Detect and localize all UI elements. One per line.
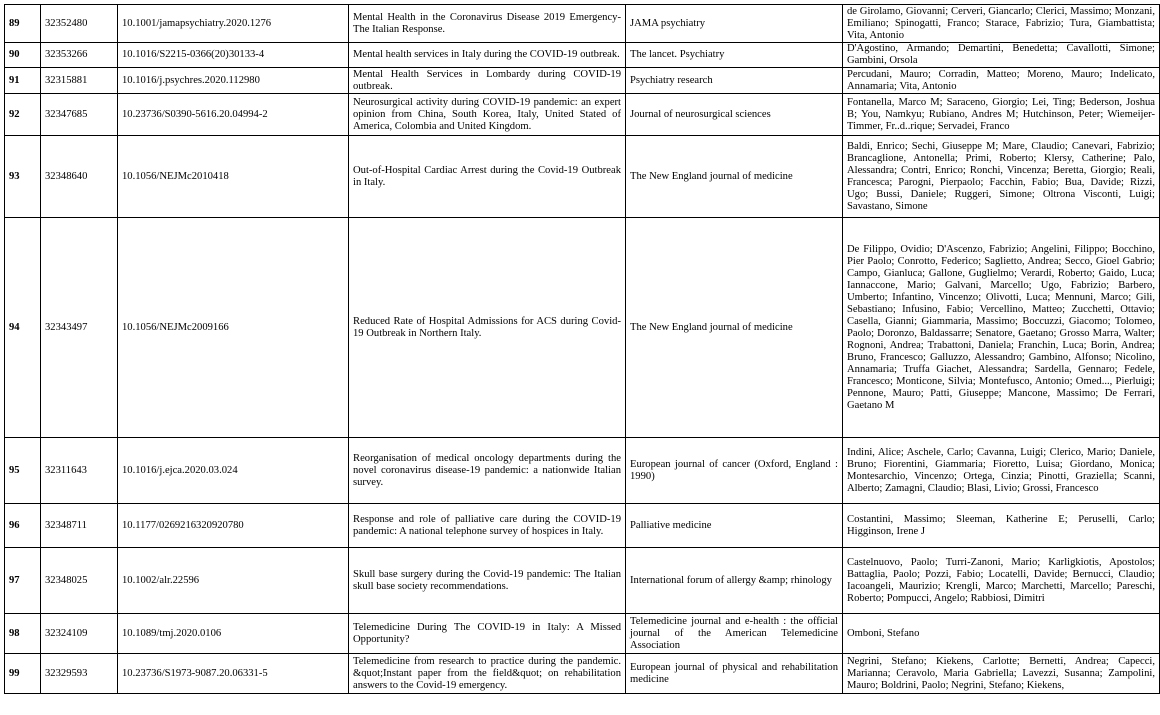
journal-cell: The lancet. Psychiatry xyxy=(626,43,843,68)
doi-cell: 10.1056/NEJMc2010418 xyxy=(118,136,349,218)
doi-cell: 10.1001/jamapsychiatry.2020.1276 xyxy=(118,5,349,43)
row-number: 99 xyxy=(5,654,41,694)
doi-cell: 10.1016/j.psychres.2020.112980 xyxy=(118,68,349,94)
title-cell: Neurosurgical activity during COVID-19 pandemic: an expert opinion from China, South Korea, Italy, United Stated of America, Colombia and United Kingdom. xyxy=(349,94,626,136)
pmid-cell: 32343497 xyxy=(41,218,118,438)
authors-cell: De Filippo, Ovidio; D'Ascenzo, Fabrizio; Angelini, Filippo; Bocchino, Pier Paolo; Conrotto, Federico; Saglietto, Andrea; Secco, Gioel Gabrio; Campo, Gianluca; Gallone, Guglielmo; Verardi, Roberto; Gaido, Luca; Iannaccone, Mario; Galvani, Marcello; Ugo, Fabrizio; Barbero, Umberto; Infantino, Vincenzo; Olivotti, Luca; Mennuni, Marco; Gili, Sebastiano; Infusino, Fabio; Vercellino, Matteo; Zucchetti, Ottavio; Casella, Gianni; Giammaria, Massimo; Boccuzzi, Giacomo; Tolomeo, Paolo; Doronzo, Baldassarre; Senatore, Gaetano; Grosso Marra, Walter; Rognoni, Andrea; Trabattoni, Daniela; Franchin, Luca; Borin, Andrea; Bruno, Francesco; Galluzzo, Alessandro; Gambino, Alfonso; Nicolino, Annamaria; Truffa Giachet, Alessandra; Sardella, Gennaro; Fedele, Francesco; Monticone, Silvia; Montefusco, Antonio; Omed..., Pierluigi; Pennone, Mauro; Patti, Giuseppe; Mancone, Massimo; De Ferrari, Gaetano M xyxy=(843,218,1160,438)
row-number: 91 xyxy=(5,68,41,94)
doi-cell: 10.23736/S1973-9087.20.06331-5 xyxy=(118,654,349,694)
table-row xyxy=(5,504,1160,548)
doi-cell: 10.1016/S2215-0366(20)30133-4 xyxy=(118,43,349,68)
table-row xyxy=(5,5,1160,43)
row-number: 93 xyxy=(5,136,41,218)
row-number: 92 xyxy=(5,94,41,136)
title-cell: Mental Health Services in Lombardy during COVID-19 outbreak. xyxy=(349,68,626,94)
title-cell: Mental Health in the Coronavirus Disease 2019 Emergency-The Italian Response. xyxy=(349,5,626,43)
table-row xyxy=(5,68,1160,94)
journal-cell: The New England journal of medicine xyxy=(626,136,843,218)
pmid-cell: 32353266 xyxy=(41,43,118,68)
references-table xyxy=(4,4,1160,694)
authors-cell: Costantini, Massimo; Sleeman, Katherine E; Peruselli, Carlo; Higginson, Irene J xyxy=(843,504,1160,548)
journal-cell: European journal of physical and rehabilitation medicine xyxy=(626,654,843,694)
title-cell: Out-of-Hospital Cardiac Arrest during the Covid-19 Outbreak in Italy. xyxy=(349,136,626,218)
doi-cell: 10.1002/alr.22596 xyxy=(118,548,349,614)
journal-cell: Psychiatry research xyxy=(626,68,843,94)
authors-cell: de Girolamo, Giovanni; Cerveri, Giancarlo; Clerici, Massimo; Monzani, Emiliano; Spinogatti, Franco; Starace, Fabrizio; Tura, Giambattista; Vita, Antonio xyxy=(843,5,1160,43)
row-number: 97 xyxy=(5,548,41,614)
pmid-cell: 32352480 xyxy=(41,5,118,43)
authors-cell: Fontanella, Marco M; Saraceno, Giorgio; Lei, Ting; Bederson, Joshua B; You, Namkyu; Rubiano, Andres M; Hutchinson, Peter; Wiemeijer-Timmer, Fr..d..rique; Servadei, Franco xyxy=(843,94,1160,136)
table-row xyxy=(5,654,1160,694)
pmid-cell: 32348711 xyxy=(41,504,118,548)
document-page xyxy=(4,4,1159,694)
pmid-cell: 32311643 xyxy=(41,438,118,504)
table-row xyxy=(5,548,1160,614)
pmid-cell: 32324109 xyxy=(41,614,118,654)
pmid-cell: 32348025 xyxy=(41,548,118,614)
table-row xyxy=(5,218,1160,438)
title-cell: Response and role of palliative care during the COVID-19 pandemic: A national telephone survey of hospices in Italy. xyxy=(349,504,626,548)
table-row xyxy=(5,43,1160,68)
pmid-cell: 32347685 xyxy=(41,94,118,136)
row-number: 98 xyxy=(5,614,41,654)
doi-cell: 10.1016/j.ejca.2020.03.024 xyxy=(118,438,349,504)
journal-cell: Palliative medicine xyxy=(626,504,843,548)
journal-cell: Journal of neurosurgical sciences xyxy=(626,94,843,136)
doi-cell: 10.1177/0269216320920780 xyxy=(118,504,349,548)
row-number: 95 xyxy=(5,438,41,504)
table-body xyxy=(5,5,1160,694)
title-cell: Skull base surgery during the Covid-19 pandemic: The Italian skull base society recommendations. xyxy=(349,548,626,614)
pmid-cell: 32329593 xyxy=(41,654,118,694)
title-cell: Telemedicine During The COVID-19 in Italy: A Missed Opportunity? xyxy=(349,614,626,654)
authors-cell: Baldi, Enrico; Sechi, Giuseppe M; Mare, Claudio; Canevari, Fabrizio; Brancaglione, Antonella; Primi, Roberto; Klersy, Catherine; Palo, Alessandra; Contri, Enrico; Ronchi, Vincenza; Beretta, Giorgio; Reali, Francesca; Parogni, Pierpaolo; Facchin, Fabio; Bua, Davide; Rizzi, Ugo; Bussi, Daniele; Ruggeri, Simone; Oltrona Visconti, Luigi; Savastano, Simone xyxy=(843,136,1160,218)
row-number: 96 xyxy=(5,504,41,548)
table-row xyxy=(5,94,1160,136)
doi-cell: 10.1056/NEJMc2009166 xyxy=(118,218,349,438)
row-number: 94 xyxy=(5,218,41,438)
title-cell: Telemedicine from research to practice during the pandemic. &quot;Instant paper from the field&quot; on rehabilitation answers to the Covid-19 emergency. xyxy=(349,654,626,694)
doi-cell: 10.23736/S0390-5616.20.04994-2 xyxy=(118,94,349,136)
authors-cell: Percudani, Mauro; Corradin, Matteo; Moreno, Mauro; Indelicato, Annamaria; Vita, Antonio xyxy=(843,68,1160,94)
title-cell: Reduced Rate of Hospital Admissions for ACS during Covid-19 Outbreak in Northern Italy. xyxy=(349,218,626,438)
journal-cell: International forum of allergy &amp; rhinology xyxy=(626,548,843,614)
pmid-cell: 32348640 xyxy=(41,136,118,218)
table-row xyxy=(5,136,1160,218)
authors-cell: Indini, Alice; Aschele, Carlo; Cavanna, Luigi; Clerico, Mario; Daniele, Bruno; Fiorentini, Giammaria; Fioretto, Luisa; Giordano, Monica; Montesarchio, Vincenzo; Ortega, Cinzia; Pinotti, Graziella; Scanni, Alberto; Zamagni, Claudio; Blasi, Livio; Grossi, Francesco xyxy=(843,438,1160,504)
title-cell: Reorganisation of medical oncology departments during the novel coronavirus disease-19 pandemic: a nationwide Italian survey. xyxy=(349,438,626,504)
authors-cell: Omboni, Stefano xyxy=(843,614,1160,654)
doi-cell: 10.1089/tmj.2020.0106 xyxy=(118,614,349,654)
title-cell: Mental health services in Italy during the COVID-19 outbreak. xyxy=(349,43,626,68)
row-number: 90 xyxy=(5,43,41,68)
authors-cell: D'Agostino, Armando; Demartini, Benedetta; Cavallotti, Simone; Gambini, Orsola xyxy=(843,43,1160,68)
table-row xyxy=(5,438,1160,504)
journal-cell: The New England journal of medicine xyxy=(626,218,843,438)
table-row xyxy=(5,614,1160,654)
journal-cell: Telemedicine journal and e-health : the official journal of the American Telemedicine Association xyxy=(626,614,843,654)
authors-cell: Negrini, Stefano; Kiekens, Carlotte; Bernetti, Andrea; Capecci, Marianna; Ceravolo, Maria Gabriella; Lavezzi, Susanna; Zampolini, Mauro; Boldrini, Paolo; Negrini, Stefano; Kiekens, xyxy=(843,654,1160,694)
journal-cell: JAMA psychiatry xyxy=(626,5,843,43)
pmid-cell: 32315881 xyxy=(41,68,118,94)
authors-cell: Castelnuovo, Paolo; Turri-Zanoni, Mario; Karligkiotis, Apostolos; Battaglia, Paolo; Pozzi, Fabio; Locatelli, Davide; Bernucci, Claudio; Iacoangeli, Maurizio; Krengli, Marco; Marchetti, Marcello; Pareschi, Roberto; Pompucci, Angelo; Rabbiosi, Dimitri xyxy=(843,548,1160,614)
journal-cell: European journal of cancer (Oxford, England : 1990) xyxy=(626,438,843,504)
row-number: 89 xyxy=(5,5,41,43)
